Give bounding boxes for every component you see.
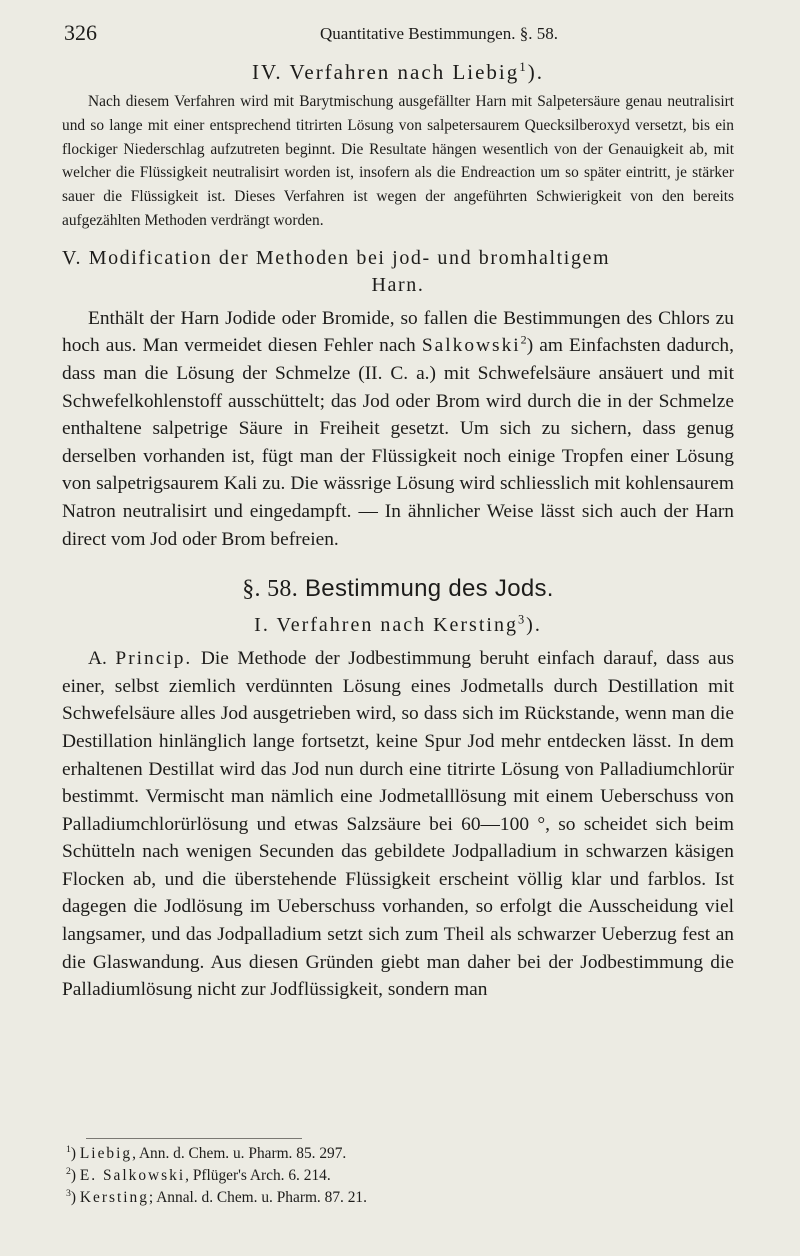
section-58-title: Bestimmung des Jods. bbox=[305, 575, 554, 603]
section-v-text-part1: Enthält der Harn Jodide oder Bromide, so fallen die Bestimmungen des Chlors zu hoch aus. Man vermeidet diesen Fehler nach bbox=[62, 307, 734, 357]
subsection-i-numeral: I. bbox=[254, 614, 270, 637]
section-iv-title: Verfahren nach Liebig bbox=[289, 60, 520, 84]
running-head: Quantitative Bestimmungen. §. 58. bbox=[320, 24, 558, 43]
principle-text: Die Methode der Jodbestimmung beruht einfach darauf, dass aus einer, selbst ziemlich verdünnten Lösung eines Jodmetalls durch Destillation mit Schwefelsäure alles Jod ausgetrieben wird, so dass sich im Rückstande, wenn man die Destillation hinlänglich lange fortsetzt, keine Spur Jod mehr entdecken lässt. In dem erhaltenen Destillat wird das Jod nun durch eine titrirte Lösung von Palladiumchlorür bestimmt. Vermischt man nämlich eine Jodmetalllösung mit einem Ueberschuss von Palladiumchlorürlösung und etwas Salzsäure bei 60—100 °, so scheidet sich beim Schütteln nach wenigen Secunden das gebildete Jodpalladium in schwarzen käsigen Flocken ab, und die überstehende Flüssigkeit erscheint völlig klar und farblos. Ist dagegen die Jodlösung im Ueberschuss vorhanden, so erfolgt die Ausscheidung viel langsamer, und das Jodpalladium setzt sich zum Theil als schwarzer Ueberzug fest an die Glaswandung. Aus diesen Gründen giebt man daher bei der Jodbestimmung die Palladiumlösung nicht zur Jodflüssigkeit, sondern man bbox=[62, 648, 734, 1001]
subsection-i-title-end: ). bbox=[526, 614, 542, 637]
footnote-ref-2[interactable]: 2 bbox=[520, 332, 527, 347]
footnote-mark: 2 bbox=[66, 1165, 71, 1177]
principle-paragraph bbox=[62, 645, 734, 1004]
section-v-text-part2: ) am Einfachsten dadurch, dass man die Lösung der Schmelze (II. C. a.) mit Schwefelsäure ansäuert und mit Schwefelkohlenstoff ausschüttelt; das Jod oder Brom wird durch die in der Schmelze enthaltene salpetrige Säure in Freiheit gesetzt. Um sich zu sichern, dass genug derselben vorhanden ist, fügt man der Flüssigkeit noch einige Tropfen einer Lösung von salpetrigsaurem Kali zu. Die wässrige Lösung wird schliesslich mit kohlensaurem Natron neutralisirt und eingedampft. — In ähnlicher Weise lässt sich auch der Harn direct vom Jod oder Brom befreien. bbox=[62, 335, 734, 550]
author-salkowski: Salkowski bbox=[421, 335, 521, 357]
footnotes bbox=[62, 1143, 734, 1208]
section-iv-numeral: IV. bbox=[251, 60, 283, 84]
subsection-i-title: Verfahren nach Kersting bbox=[276, 614, 518, 637]
section-iv-paragraph: Nach diesem Verfahren wird mit Barytmischung ausgefällter Harn mit Salpetersäure genau neutralisirt und so lange mit einer entsprechend titrirten Lösung von salpetersaurem Quecksilberoxyd versetzt, bis ein flockiger Niederschlag aufzutreten beginnt. Die Resultate hängen wesentlich von der Genauigkeit ab, mit welcher die Flüssigkeit neutralisirt worden ist, insofern als die Endreaction um so später eintritt, je stärker sauer die Flüssigkeit ist. Dieses Verfahren ist wegen der angeführten Schwierigkeit von den bereits aufgezählten Methoden verdrängt worden. bbox=[62, 93, 734, 229]
footnote-mark: 1 bbox=[66, 1143, 71, 1155]
footnote-2: $^2$) E. Salkowski, Pflüger's Arch. 6. 214. bbox=[66, 1165, 331, 1184]
footnote-author: E. Salkowski bbox=[79, 1166, 186, 1184]
footnote-ref-1[interactable]: 1 bbox=[519, 59, 528, 74]
footnote-text: , Ann. d. Chem. u. Pharm. 85. 297. bbox=[132, 1145, 347, 1162]
principle-title: Princip. bbox=[115, 648, 193, 670]
footnote-divider bbox=[86, 1138, 302, 1139]
subsection-i-heading bbox=[62, 611, 734, 639]
section-iv-heading bbox=[62, 58, 734, 86]
page-header bbox=[64, 20, 732, 50]
footnote-text: ; Annal. d. Chem. u. Pharm. 87. 21. bbox=[148, 1188, 367, 1206]
section-v-numeral: V. bbox=[62, 246, 83, 269]
footnote-ref-3[interactable]: 3 bbox=[517, 612, 527, 627]
section-58-heading bbox=[62, 573, 734, 605]
section-v-paragraph bbox=[62, 305, 734, 553]
page-body bbox=[62, 58, 734, 1004]
principle-label: A. bbox=[88, 648, 107, 670]
footnote-author: Liebig bbox=[79, 1145, 133, 1162]
section-v-heading bbox=[62, 245, 734, 299]
section-58-number: §. 58. bbox=[242, 576, 299, 603]
section-v-title-line1: Modification der Methoden bei jod- und bromhaltigem bbox=[88, 246, 611, 269]
page-number: 326 bbox=[64, 20, 97, 45]
footnote-text: , Pflüger's Arch. 6. 214. bbox=[185, 1166, 331, 1184]
footnote-3: $^3$) Kersting; Annal. d. Chem. u. Pharm. 87. 21. bbox=[66, 1187, 367, 1206]
section-v-title-line2: Harn. bbox=[371, 273, 425, 296]
footnote-author: Kersting bbox=[79, 1188, 149, 1206]
section-iv-title-end: ). bbox=[527, 60, 545, 84]
footnote-1: $^1$) Liebig, Ann. d. Chem. u. Pharm. 85. 297. bbox=[66, 1143, 347, 1162]
footnote-mark: 3 bbox=[66, 1187, 71, 1199]
